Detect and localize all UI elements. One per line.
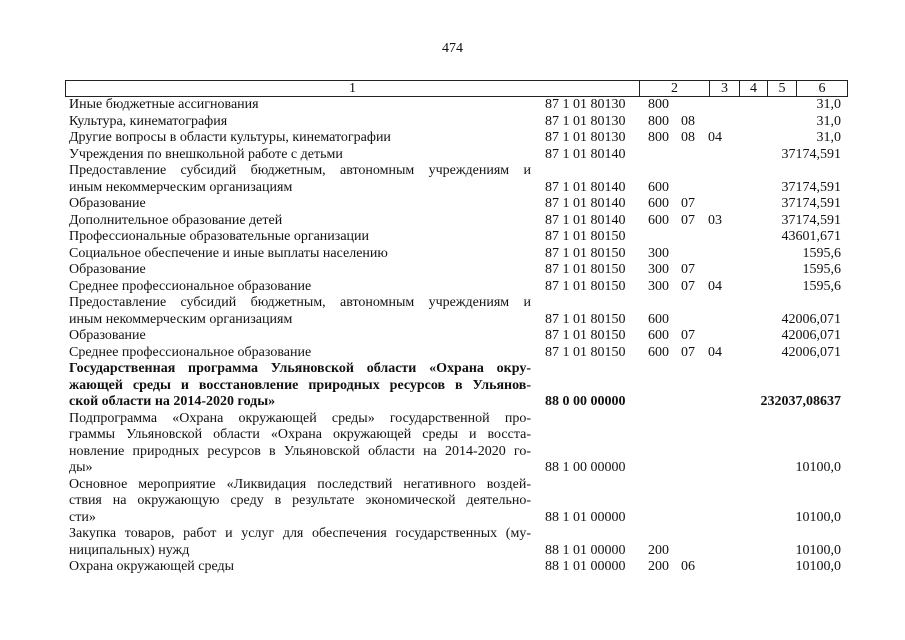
row-amount: 31,0 (816, 97, 841, 112)
row-subsection: 03 (708, 212, 722, 228)
row-target-article: 87 1 01 80150 (545, 278, 626, 294)
row-expense-type: 300 (648, 278, 669, 294)
row-name-line: Образование (69, 328, 146, 343)
row-expense-type: 600 (648, 344, 669, 360)
row-name-line: Образование (69, 196, 146, 211)
row-name (69, 559, 531, 576)
row-target-article: 87 1 01 80150 (545, 328, 626, 343)
row-expense-type: 600 (648, 196, 669, 211)
table-row (0, 345, 905, 362)
row-name-line: иным некоммерческим организациям (69, 311, 293, 327)
row-amount: 42006,071 (781, 344, 841, 360)
row-target-article: 87 1 01 80150 (545, 262, 626, 277)
table-row (0, 147, 905, 164)
table-row (0, 328, 905, 345)
row-target-article: 87 1 01 80130 (545, 97, 626, 112)
row-name (69, 97, 531, 114)
row-name-line: Иные бюджетные ассигнования (69, 97, 259, 112)
row-name-line: Подпрограмма «Охрана окружающей среды» государственной про- (69, 410, 531, 426)
row-section: 07 (681, 344, 695, 360)
table-row (0, 97, 905, 114)
table-row (0, 477, 905, 527)
row-name-line: Социальное обеспечение и иные выплаты населению (69, 245, 388, 261)
table-row (0, 196, 905, 213)
row-expense-type: 800 (648, 130, 669, 145)
table-row (0, 526, 905, 559)
row-subsection: 04 (708, 278, 722, 294)
table-row (0, 361, 905, 411)
table-row (0, 130, 905, 147)
row-expense-type: 600 (648, 311, 669, 327)
table-header (65, 80, 848, 97)
table-row (0, 279, 905, 296)
row-subsection: 04 (708, 344, 722, 360)
table-row (0, 295, 905, 328)
row-target-article: 88 1 01 00000 (545, 559, 626, 574)
row-amount: 10100,0 (795, 460, 841, 475)
row-name-line: Другие вопросы в области культуры, кинематографии (69, 130, 391, 145)
row-expense-type: 800 (648, 113, 669, 129)
row-amount: 1595,6 (802, 245, 841, 261)
row-expense-type: 600 (648, 179, 669, 195)
header-col-6: 6 (818, 81, 826, 96)
row-amount: 31,0 (816, 130, 841, 145)
row-expense-type: 800 (648, 97, 669, 112)
row-name-line: Охрана окружающей среды (69, 559, 235, 574)
row-name-line: Дополнительное образование детей (69, 212, 283, 228)
row-name (69, 411, 531, 477)
row-name-line: Образование (69, 262, 146, 277)
row-name-line: иным некоммерческим организациям (69, 179, 293, 195)
row-name-line: ской области на 2014-2020 годы» (69, 394, 276, 409)
row-target-article: 88 1 00 00000 (545, 460, 626, 475)
table-row (0, 559, 905, 576)
header-col-4: 4 (740, 81, 768, 96)
row-section: 07 (681, 212, 695, 228)
row-name (69, 130, 531, 147)
table-row (0, 213, 905, 230)
row-name-line: Учреждения по внешкольной работе с детьми (69, 146, 343, 162)
row-name-line: Культура, кинематография (69, 113, 228, 129)
table-row (0, 229, 905, 246)
row-expense-type: 200 (648, 542, 669, 558)
row-amount: 232037,08637 (760, 394, 841, 409)
row-name-line: Среднее профессиональное образование (69, 344, 312, 360)
row-name (69, 213, 531, 230)
row-target-article: 87 1 01 80150 (545, 229, 626, 244)
row-name-line: Среднее профессиональное образование (69, 278, 312, 294)
row-name (69, 279, 531, 296)
row-name-line: Профессиональные образовательные организации (69, 229, 370, 244)
row-amount: 31,0 (816, 113, 841, 129)
row-section: 07 (681, 262, 695, 277)
row-name (69, 229, 531, 246)
row-target-article: 87 1 01 80140 (545, 146, 626, 162)
row-name-line: ниципальных) нужд (69, 542, 190, 558)
header-col-5: 5 (768, 81, 797, 96)
row-name-line: Закупка товаров, работ и услуг для обеспечения государственных (му- (69, 526, 531, 541)
row-section: 07 (681, 328, 695, 343)
row-target-article: 87 1 01 80130 (545, 113, 626, 129)
row-amount: 42006,071 (781, 311, 841, 327)
row-amount: 43601,671 (781, 229, 841, 244)
row-expense-type: 600 (648, 328, 669, 343)
row-target-article: 87 1 01 80140 (545, 196, 626, 211)
row-subsection: 04 (708, 130, 722, 145)
row-name (69, 147, 531, 164)
row-name-line: Предоставление субсидий бюджетным, автономным учреждениям и (69, 295, 531, 310)
row-target-article: 87 1 01 80140 (545, 179, 626, 195)
row-name (69, 328, 531, 345)
row-amount: 42006,071 (781, 328, 841, 343)
row-amount: 10100,0 (795, 542, 841, 558)
header-col-2: 2 (640, 81, 710, 96)
row-name-line: жающей среды и восстановление природных ресурсов в Ульянов- (69, 377, 531, 393)
row-name-line: ды» (69, 460, 93, 475)
row-name (69, 246, 531, 263)
row-target-article: 87 1 01 80150 (545, 344, 626, 360)
row-amount: 37174,591 (781, 146, 841, 162)
row-section: 08 (681, 113, 695, 129)
row-name (69, 295, 531, 328)
header-col-3: 3 (710, 81, 740, 96)
row-amount: 10100,0 (795, 509, 841, 525)
table-body (0, 97, 905, 576)
row-expense-type: 300 (648, 262, 669, 277)
page-number: 474 (442, 41, 463, 56)
table-row (0, 262, 905, 279)
row-amount: 37174,591 (781, 196, 841, 211)
row-section: 08 (681, 130, 695, 145)
header-col-1: 1 (66, 81, 640, 96)
table-row (0, 411, 905, 477)
table-row (0, 163, 905, 196)
row-target-article: 88 1 01 00000 (545, 542, 626, 558)
row-name-line: сти» (69, 509, 96, 525)
row-name (69, 262, 531, 279)
row-expense-type: 300 (648, 245, 669, 261)
row-name (69, 526, 531, 559)
row-section: 07 (681, 278, 695, 294)
row-name (69, 477, 531, 527)
row-name (69, 361, 531, 411)
row-name-line: Государственная программа Ульяновской области «Охрана окру- (69, 361, 531, 376)
row-name (69, 163, 531, 196)
table-row (0, 114, 905, 131)
row-name (69, 114, 531, 131)
row-amount: 37174,591 (781, 212, 841, 228)
row-section: 07 (681, 196, 695, 211)
row-section: 06 (681, 559, 695, 574)
row-target-article: 88 1 01 00000 (545, 509, 626, 525)
row-amount: 1595,6 (802, 278, 841, 294)
row-amount: 1595,6 (802, 262, 841, 277)
row-name-line: Основное мероприятие «Ликвидация последствий негативного воздей- (69, 476, 531, 492)
row-target-article: 87 1 01 80150 (545, 311, 626, 327)
row-target-article: 88 0 00 00000 (545, 394, 626, 409)
row-amount: 37174,591 (781, 179, 841, 195)
row-target-article: 87 1 01 80140 (545, 212, 626, 228)
row-target-article: 87 1 01 80150 (545, 245, 626, 261)
row-name (69, 196, 531, 213)
row-name-line: граммы Ульяновской области «Охрана окружающей среды и восста- (69, 427, 531, 442)
table-row (0, 246, 905, 263)
row-expense-type: 200 (648, 559, 669, 574)
row-amount: 10100,0 (795, 559, 841, 574)
row-name-line: новление природных ресурсов в Ульяновской области на 2014-2020 го- (69, 443, 531, 459)
row-name-line: Предоставление субсидий бюджетным, автономным учреждениям и (69, 163, 531, 178)
row-target-article: 87 1 01 80130 (545, 130, 626, 145)
row-name-line: ствия на окружающую среду в результате экономической деятельно- (69, 493, 531, 508)
row-expense-type: 600 (648, 212, 669, 228)
row-name (69, 345, 531, 362)
